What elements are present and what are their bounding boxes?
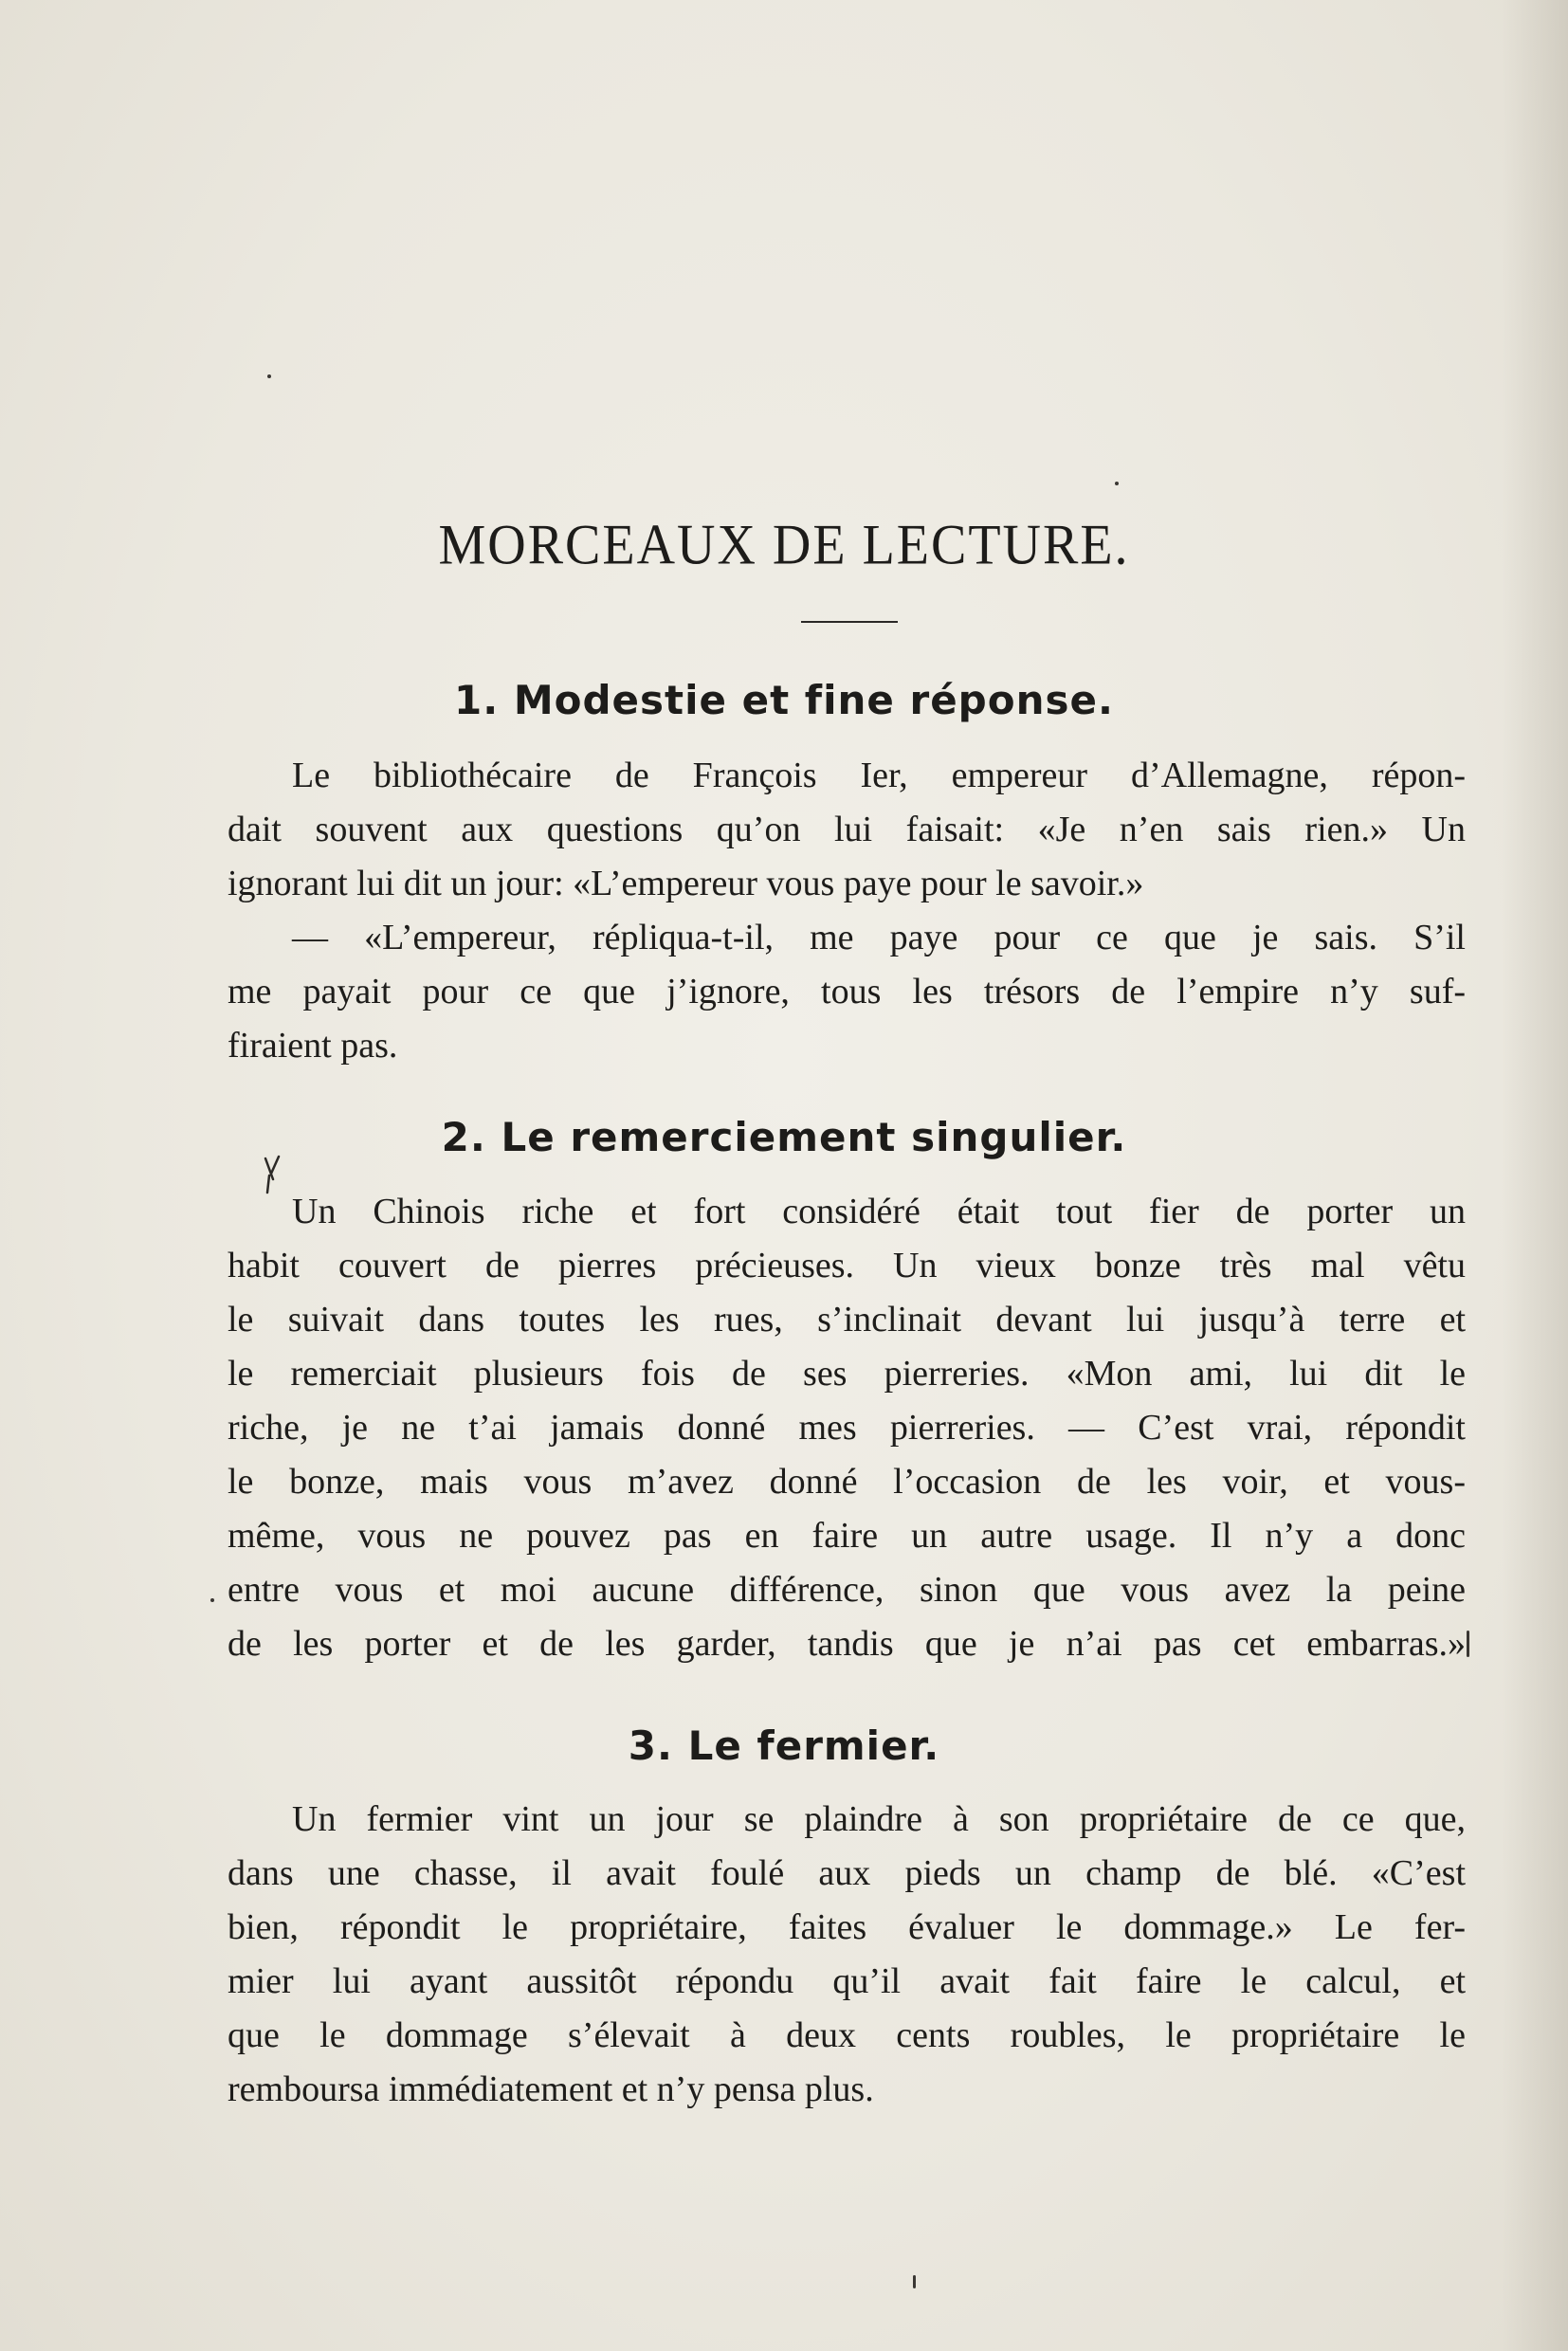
text-line: habit couvert de pierres précieuses. Un vieux bonze très mal vêtu <box>228 1246 1466 1285</box>
section-3-paragraph-1 <box>228 1793 1466 2117</box>
text-line: Un fermier vint un jour se plaindre à son propriétaire de ce que, <box>292 1799 1466 1839</box>
page-edge-shadow <box>1502 0 1568 2351</box>
text-line: mier lui ayant aussitôt répondu qu’il avait fait faire le calcul, et <box>228 1961 1466 2001</box>
text-line: Un Chinois riche et fort considéré était tout fier de porter un <box>292 1192 1466 1231</box>
text-line: dait souvent aux questions qu’on lui faisait: «Je n’en sais rien.» Un <box>228 810 1466 849</box>
text-line: même, vous ne pouvez pas en faire un autre usage. Il n’y a donc <box>228 1516 1466 1556</box>
text-line: firaient pas. <box>228 1026 398 1066</box>
text-line: remboursa immédiatement et n’y pensa plus. <box>228 2069 874 2109</box>
section-heading-2: 2. Le remerciement singulier. <box>441 1114 1127 1160</box>
text-line: entre vous et moi aucune différence, sinon que vous avez la peine <box>228 1570 1466 1610</box>
text-line: me payait pour ce que j’ignore, tous les trésors de l’empire n’y suf- <box>228 972 1466 1011</box>
text-line: bien, répondit le propriétaire, faites évaluer le dommage.» Le fer- <box>228 1907 1466 1947</box>
paper-speck <box>267 374 271 378</box>
paper-speck <box>210 1598 214 1602</box>
paper-speck <box>1115 482 1119 485</box>
text-line: le bonze, mais vous m’avez donné l’occasion de les voir, et vous- <box>228 1462 1466 1502</box>
section-2-paragraph-1 <box>228 1185 1466 1671</box>
text-line: de les porter et de les garder, tandis que je n’ai pas cet embarras.» <box>228 1624 1466 1664</box>
paper-speck <box>1467 1631 1469 1657</box>
text-line: riche, je ne t’ai jamais donné mes pierreries. — C’est vrai, répondit <box>228 1408 1466 1448</box>
text-line: — «L’empereur, répliqua-t-il, me paye pour ce que je sais. S’il <box>292 918 1466 957</box>
page-title: MORCEAUX DE LECTURE. <box>438 513 1130 577</box>
text-line: le remerciait plusieurs fois de ses pierreries. «Mon ami, lui dit le <box>228 1354 1466 1394</box>
section-heading-3: 3. Le fermier. <box>628 1722 940 1769</box>
text-line: dans une chasse, il avait foulé aux pieds un champ de blé. «C’est <box>228 1853 1466 1893</box>
text-line: ignorant lui dit un jour: «L’empereur vous paye pour le savoir.» <box>228 864 1144 903</box>
section-1-paragraph-1 <box>228 749 1466 911</box>
text-line: le suivait dans toutes les rues, s’inclinait devant lui jusqu’à terre et <box>228 1300 1466 1340</box>
title-divider <box>801 621 898 623</box>
section-heading-1: 1. Modestie et fine réponse. <box>454 677 1114 723</box>
text-line: Le bibliothécaire de François Ier, empereur d’Allemagne, répon- <box>292 756 1466 795</box>
text-line: que le dommage s’élevait à deux cents roubles, le propriétaire le <box>228 2015 1466 2055</box>
section-1-paragraph-2 <box>228 911 1466 1073</box>
paper-speck <box>913 2275 916 2288</box>
